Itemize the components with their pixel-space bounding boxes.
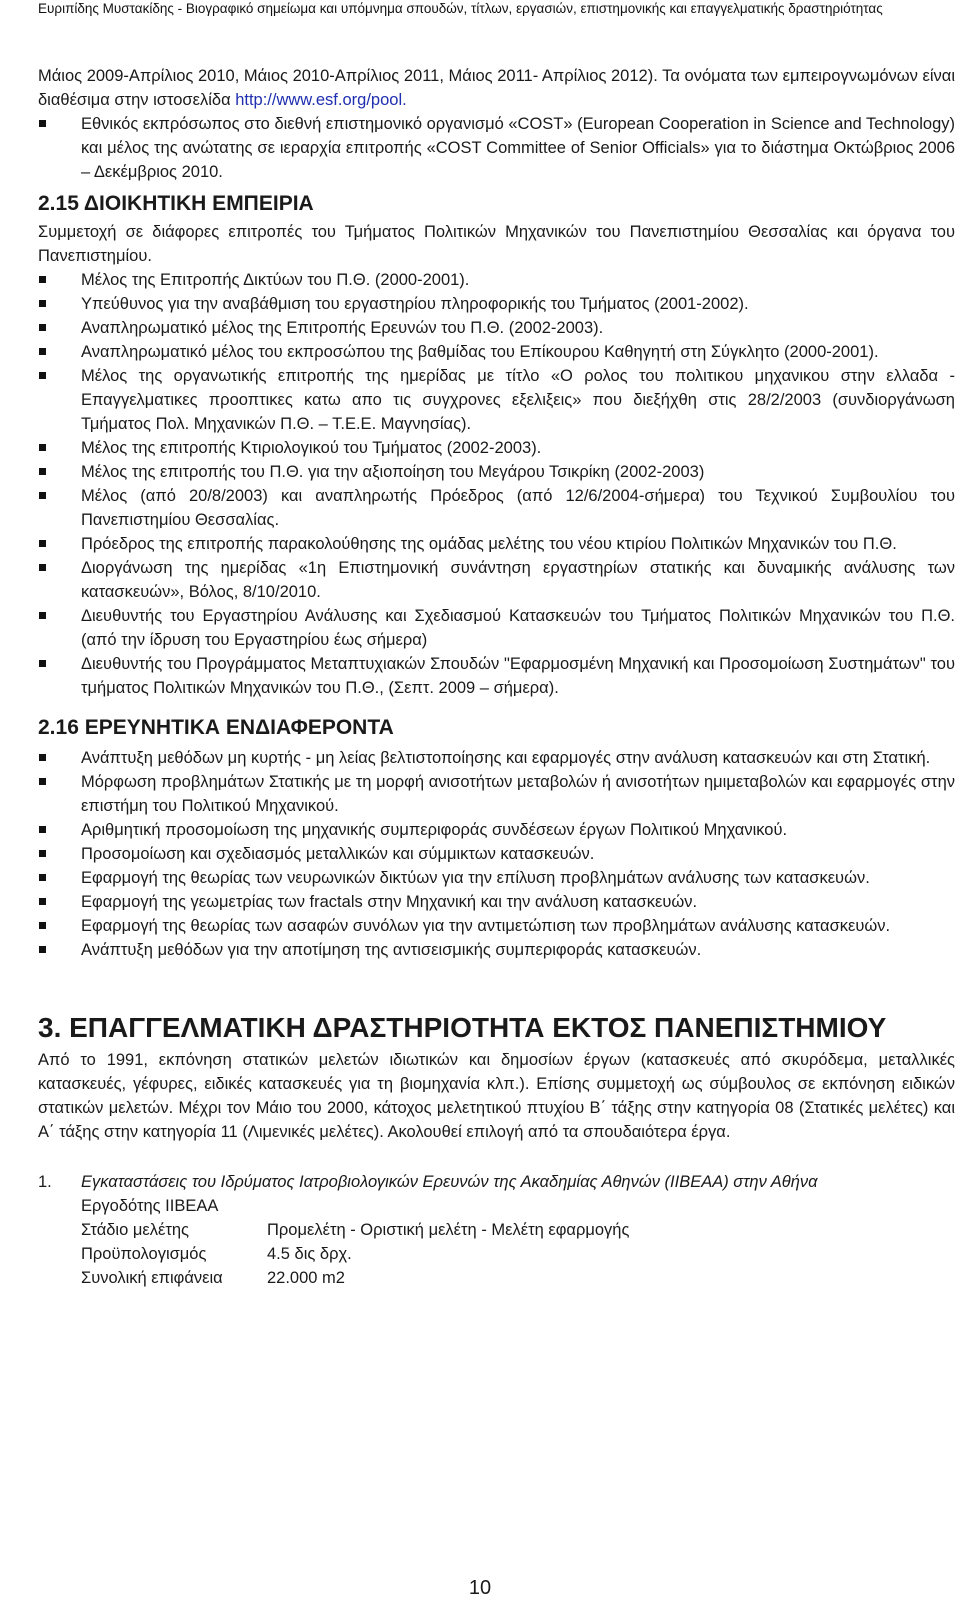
square-bullet-icon (39, 444, 46, 451)
list-item: Αναπληρωματικό μέλος του εκπροσώπου της βαθμίδας του Επίκουρου Καθηγητή στη Σύγκλητο (2000-2001). (38, 340, 955, 364)
detail-value: 4.5 δις δρχ. (267, 1245, 352, 1263)
square-bullet-icon (39, 348, 46, 355)
detail-value: 22.000 m2 (267, 1269, 345, 1287)
detail-label: Προϋπολογισμός (81, 1245, 207, 1263)
list-item: Μέλος της Επιτροπής Δικτύων του Π.Θ. (2000-2001). (38, 268, 955, 292)
list-item: Ανάπτυξη μεθόδων μη κυρτής - μη λείας βελτιστοποίησης και εφαρμογές στην ανάλυση κατασκευών και στη Στατική. (38, 746, 955, 770)
list-item: Ανάπτυξη μεθόδων για την αποτίμηση της αντισεισμικής συμπεριφοράς κατασκευών. (38, 938, 955, 962)
list-item: Εφαρμογή της θεωρίας των νευρωνικών δικτύων για την επίλυση προβλημάτων ανάλυσης των κατασκευών. (38, 866, 955, 890)
project-detail-row (38, 1242, 955, 1266)
page-body (38, 64, 955, 1290)
list-item: Αναπληρωματικό μέλος της Επιτροπής Ερευνών του Π.Θ. (2002-2003). (38, 316, 955, 340)
square-bullet-icon (39, 468, 46, 475)
project-number: 1. (38, 1173, 52, 1191)
list-item: Εφαρμογή της γεωμετρίας των fractals στην Μηχανική και την ανάλυση κατασκευών. (38, 890, 955, 914)
list-item: Αριθμητική προσομοίωση της μηχανικής συμπεριφοράς συνδέσεων έργων Πολιτικού Μηχανικού. (38, 818, 955, 842)
square-bullet-icon (39, 946, 46, 953)
square-bullet-icon (39, 612, 46, 619)
list-item: Προσομοίωση και σχεδιασμός μεταλλικών και σύμμικτων κατασκευών. (38, 842, 955, 866)
square-bullet-icon (39, 276, 46, 283)
list-item: Μέλος της επιτροπής του Π.Θ. για την αξιοποίηση του Μεγάρου Τσικρίκη (2002-2003) (38, 460, 955, 484)
list-item: Διευθυντής του Εργαστηρίου Ανάλυσης και Σχεδιασμού Κατασκευών του Τμήματος Πολιτικών Μηχανικών του Π.Θ. (από την ίδρυση του Εργαστηρίου έως σήμερα) (38, 604, 955, 652)
square-bullet-icon (39, 540, 46, 547)
square-bullet-icon (39, 120, 46, 127)
square-bullet-icon (39, 898, 46, 905)
project-detail-row (38, 1266, 955, 1290)
square-bullet-icon (39, 372, 46, 379)
section-heading-2-15: 2.15 ΔΙΟΙΚΗΤΙΚΗ ΕΜΠΕΙΡΙΑ (38, 192, 314, 215)
detail-label: Στάδιο μελέτης (81, 1221, 189, 1239)
detail-label: Συνολική επιφάνεια (81, 1269, 223, 1287)
research-interests-list (38, 746, 955, 962)
list-item: Μέλος (από 20/8/2003) και αναπληρωτής Πρόεδρος (από 12/6/2004-σήμερα) του Τεχνικού Συμβουλίου του Πανεπιστημίου Θεσσαλίας. (38, 484, 955, 532)
list-item: Μέλος της οργανωτικής επιτροπής της ημερίδας με τίτλο «Ο ρολος του πολιτικου μηχανικου στην ελλαδα - Επαγγελματικες προοπτικες κατω απο τις συγχρονες εξελιξεις» που διεξήχθη στις 28/2/2003 (συνδιοργάνωση Τμήματος Πολ. Μηχανικών Π.Θ. – Τ.Ε.Ε. Μαγνησίας). (38, 364, 955, 436)
square-bullet-icon (39, 850, 46, 857)
square-bullet-icon (39, 922, 46, 929)
list-item: Διευθυντής του Προγράμματος Μεταπτυχιακών Σπουδών "Εφαρμοσμένη Μηχανική και Προσομοίωση Συστημάτων" του τμήματος Πολιτικών Μηχανικών του Π.Θ., (Σεπτ. 2009 – σήμερα). (38, 652, 955, 700)
admin-experience-list (38, 268, 955, 700)
section-heading-3: 3. ΕΠΑΓΓΕΛΜΑΤΙΚΗ ΔΡΑΣΤΗΡΙΟΤΗΤΑ ΕΚΤΟΣ ΠΑΝΕΠΙΣΤΗΜΙΟΥ (38, 1012, 887, 1043)
list-item: Εφαρμογή της θεωρίας των ασαφών συνόλων για την αντιμετώπιση των προβλημάτων ανάλυσης κατασκευών. (38, 914, 955, 938)
esf-pool-link[interactable]: http://www.esf.org/pool. (235, 91, 407, 109)
list-item: Εθνικός εκπρόσωπος στο διεθνή επιστημονικό οργανισμό «COST» (European Cooperation in Science and Technology) και μέλος της ανώτατης σε ιεραρχία επιτροπής «COST Committee of Senior Officials» για το διάστημα Οκτώβριος 2006 – Δεκέμβριος 2010. (38, 112, 955, 184)
intro-continuation: Μάιος 2009-Απρίλιος 2010, Μάιος 2010-Απρίλιος 2011, Μάιος 2011- Απρίλιος 2012). Τα ονόματα των εμπειρογνωμόνων είναι διαθέσιμα στην ιστοσελίδα http://www.esf.org/pool. (38, 67, 955, 109)
list-item: Διοργάνωση της ημερίδας «1η Επιστημονική συνάντηση εργαστηρίων στατικής και δυναμικής ανάλυσης των κατασκευών», Βόλος, 8/10/2010. (38, 556, 955, 604)
square-bullet-icon (39, 874, 46, 881)
list-item: Μέλος της επιτροπής Κτιριολογικού του Τμήματος (2002-2003). (38, 436, 955, 460)
square-bullet-icon (39, 492, 46, 499)
list-item: Υπεύθυνος για την αναβάθμιση του εργαστηρίου πληροφορικής του Τμήματος (2001-2002). (38, 292, 955, 316)
detail-value: Προμελέτη - Οριστική μελέτη - Μελέτη εφαρμογής (267, 1221, 630, 1239)
project-entry (38, 1170, 955, 1290)
square-bullet-icon (39, 324, 46, 331)
section-3-paragraph: Από το 1991, εκπόνηση στατικών μελετών ιδιωτικών και δημοσίων έργων (κατασκευές από σκυρόδεμα, μεταλλικές κατασκευές, γέφυρες, ειδικές κατασκευές για τη βιομηχανία κλπ.). Επίσης συμμετοχή ως σύμβουλος σε εκπόνηση ειδικών στατικών μελετών. Μέχρι τον Μάιο του 2000, κάτοχος μελετητικού πτυχίου Β΄ τάξης στην κατηγορία 08 (Στατικές μελέτες) και Α΄ τάξης στην κατηγορία 11 (Λιμενικές μελέτες). Ακολουθεί επιλογή από τα σπουδαιότερα έργα. (38, 1051, 955, 1141)
section-2-15-intro: Συμμετοχή σε διάφορες επιτροπές του Τμήματος Πολιτικών Μηχανικών του Πανεπιστημίου Θεσσαλίας και όργανα του Πανεπιστημίου. (38, 223, 955, 265)
square-bullet-icon (39, 564, 46, 571)
square-bullet-icon (39, 754, 46, 761)
square-bullet-icon (39, 660, 46, 667)
list-item: Μόρφωση προβλημάτων Στατικής με τη μορφή ανισοτήτων μεταβολών ή ανισοτήτων ημιμεταβολών και εφαρμογές στην επιστήμη του Πολιτικού Μηχανικού. (38, 770, 955, 818)
square-bullet-icon (39, 778, 46, 785)
list-item: Πρόεδρος της επιτροπής παρακολούθησης της ομάδας μελέτης του νέου κτιρίου Πολιτικών Μηχανικών του Π.Θ. (38, 532, 955, 556)
square-bullet-icon (39, 300, 46, 307)
project-title: Εγκαταστάσεις του Ιδρύματος Ιατροβιολογικών Ερευνών της Ακαδημίας Αθηνών (ΙΙΒΕΑΑ) στην Αθήνα (81, 1173, 818, 1191)
project-employer: Εργοδότης ΙΙΒΕΑΑ (81, 1197, 219, 1215)
section-heading-2-16: 2.16 ΕΡΕΥΝΗΤΙΚΑ ΕΝΔΙΑΦΕΡΟΝΤΑ (38, 716, 394, 739)
intro-list (38, 112, 955, 184)
page-number: 10 (468, 1577, 492, 1599)
square-bullet-icon (39, 826, 46, 833)
project-detail-row (38, 1218, 955, 1242)
running-header: Ευριπίδης Μυστακίδης - Βιογραφικό σημείωμα και υπόμνημα σπουδών, τίτλων, εργασιών, επιστημονικής και επαγγελματικής δραστηριότητας (38, 1, 883, 16)
